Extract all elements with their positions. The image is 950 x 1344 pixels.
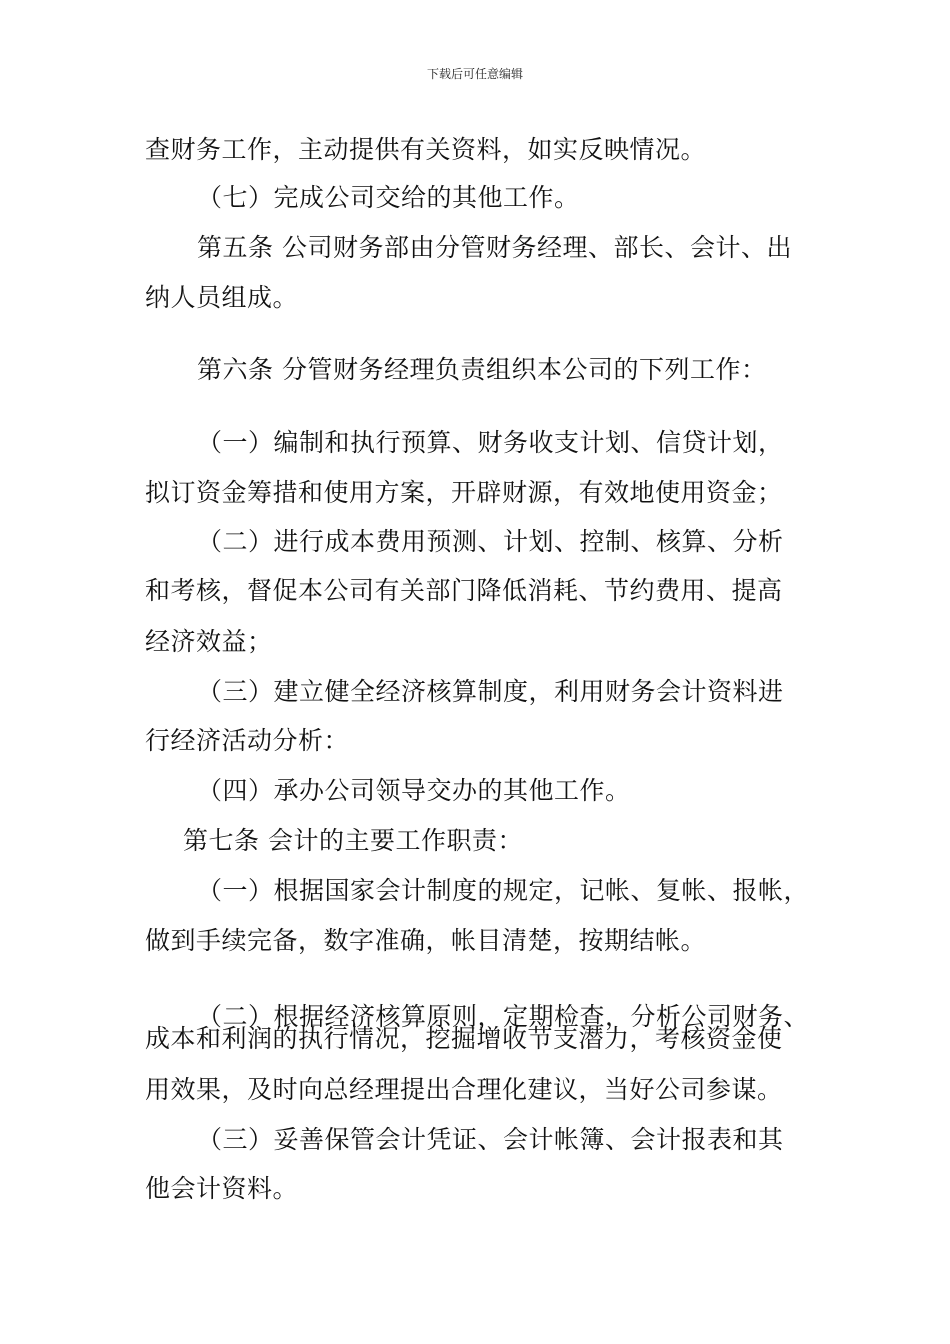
text-line: 用效果，及时向总经理提出合理化建议，当好公司参谋。 <box>145 1075 783 1104</box>
text-line: （一）根据国家会计制度的规定，记帐、复帐、报帐， <box>197 876 810 905</box>
text-line: （二）进行成本费用预测、计划、控制、核算、分析 <box>197 527 784 556</box>
article-7-line: 第七条 会计的主要工作职责： <box>183 826 523 855</box>
article-6-line: 第六条 分管财务经理负责组织本公司的下列工作： <box>197 355 767 384</box>
text-line: 纳人员组成。 <box>145 283 299 312</box>
page-header-note: 下载后可任意编辑 <box>426 67 523 81</box>
text-line: 他会计资料。 <box>145 1174 299 1203</box>
text-line: （一）编制和执行预算、财务收支计划、信贷计划， <box>197 428 784 457</box>
text-line: 成本和利润的执行情况，挖掘增收节支潜力，考核资金使 <box>145 1024 783 1053</box>
text-line: 查财务工作，主动提供有关资料，如实反映情况。 <box>145 135 707 164</box>
article-5-line: 第五条 公司财务部由分管财务经理、部长、会计、出 <box>197 233 792 262</box>
text-line: 行经济活动分析： <box>145 726 350 755</box>
text-line: 经济效益； <box>145 627 273 656</box>
text-line: （三）妥善保管会计凭证、会计帐簿、会计报表和其 <box>197 1125 784 1154</box>
text-line: 和考核，督促本公司有关部门降低消耗、节约费用、提高 <box>145 576 783 605</box>
text-line: （七）完成公司交给的其他工作。 <box>197 183 580 212</box>
text-line: （四）承办公司领导交办的其他工作。 <box>197 776 631 805</box>
text-line: （三）建立健全经济核算制度，利用财务会计资料进 <box>197 677 784 706</box>
text-line: 拟订资金筹措和使用方案，开辟财源，有效地使用资金； <box>145 478 783 507</box>
text-line: （二）根据经济核算原则，定期检查，分析公司财务、 <box>197 1002 810 1031</box>
text-line: 做到手续完备，数字准确，帐目清楚，按期结帐。 <box>145 926 707 955</box>
